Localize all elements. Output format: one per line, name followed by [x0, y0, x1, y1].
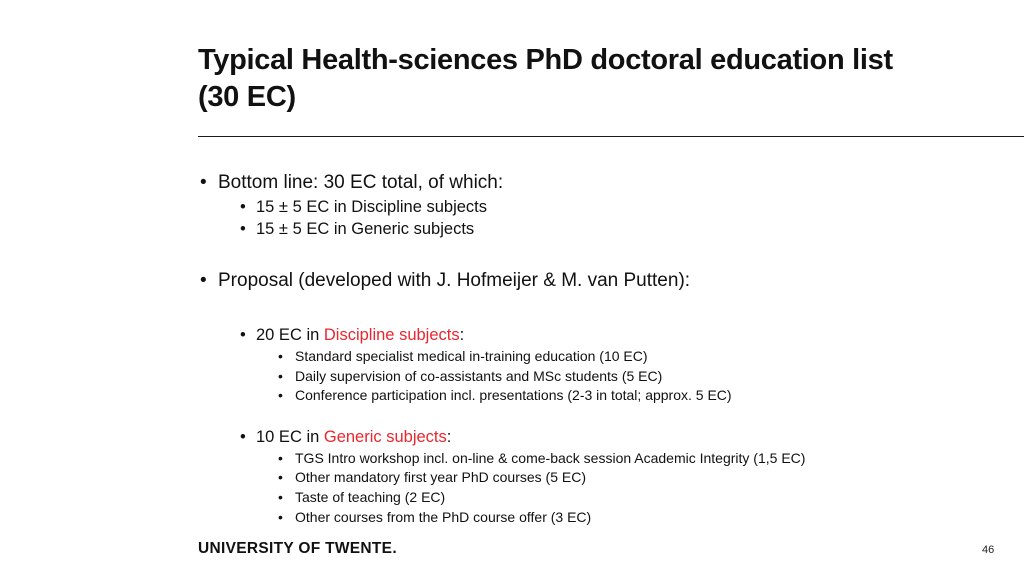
bullet-proposal	[200, 270, 690, 292]
bullet-generic-item	[278, 508, 591, 526]
bullet-discipline-range	[240, 197, 487, 217]
bullet-discipline-item	[278, 386, 732, 404]
bullet-discipline-item	[278, 367, 662, 385]
bullet-text: Proposal (developed with J. Hofmeijer & M. van Putten):	[218, 270, 691, 291]
bullet-suffix: :	[446, 428, 452, 446]
bullet-generic-item	[278, 468, 586, 486]
bullet-text	[256, 428, 451, 446]
bullet-discipline-subjects	[240, 325, 464, 345]
bullet-bottom-line	[200, 172, 503, 194]
generic-subjects-highlight: Generic subjects	[323, 428, 447, 446]
bullet-text: 15 ± 5 EC in Discipline subjects	[256, 198, 487, 216]
bullet-dot: •	[278, 348, 283, 364]
bullet-text: TGS Intro workshop incl. on-line & come-back session Academic Integrity (1,5 EC)	[295, 450, 806, 466]
slide-title: Typical Health-sciences PhD doctoral education list (30 EC)	[198, 44, 893, 113]
bullet-generic-item	[278, 449, 805, 467]
bullet-text: Taste of teaching (2 EC)	[295, 489, 446, 505]
bullet-text: Other courses from the PhD course offer (3 EC)	[295, 509, 592, 525]
title-divider	[198, 136, 1024, 137]
bullet-generic-item	[278, 488, 445, 506]
logo-text: UNIVERSITY OF TWENTE	[198, 540, 393, 557]
bullet-text: Conference participation incl. presentations (2-3 in total; approx. 5 EC)	[295, 387, 732, 403]
bullet-dot: •	[278, 489, 283, 505]
university-logo	[198, 540, 397, 558]
bullet-dot: •	[278, 509, 283, 525]
bullet-text	[256, 326, 464, 344]
bullet-dot: •	[278, 368, 283, 384]
bullet-generic-subjects	[240, 427, 451, 447]
bullet-dot: •	[240, 220, 246, 238]
bullet-text: Daily supervision of co-assistants and MSc students (5 EC)	[295, 368, 663, 384]
bullet-text: 15 ± 5 EC in Generic subjects	[256, 220, 475, 238]
bullet-dot: •	[278, 450, 283, 466]
bullet-dot: •	[278, 469, 283, 485]
bullet-dot: •	[240, 198, 246, 216]
bullet-generic-range	[240, 219, 474, 239]
bullet-text: Standard specialist medical in-training education (10 EC)	[295, 348, 648, 364]
bullet-discipline-item	[278, 347, 648, 365]
page-number: 46	[982, 544, 995, 556]
bullet-suffix: :	[459, 326, 465, 344]
bullet-dot: •	[240, 326, 246, 344]
bullet-prefix: 10 EC in	[256, 428, 324, 446]
bullet-dot: •	[200, 270, 207, 291]
bullet-dot: •	[240, 428, 246, 446]
bullet-dot: •	[200, 172, 207, 193]
bullet-text: Other mandatory first year PhD courses (5 EC)	[295, 469, 586, 485]
discipline-subjects-highlight: Discipline subjects	[323, 326, 460, 344]
logo-dot: .	[392, 540, 397, 557]
bullet-prefix: 20 EC in	[256, 326, 324, 344]
bullet-dot: •	[278, 387, 283, 403]
bullet-text: Bottom line: 30 EC total, of which:	[218, 172, 504, 193]
